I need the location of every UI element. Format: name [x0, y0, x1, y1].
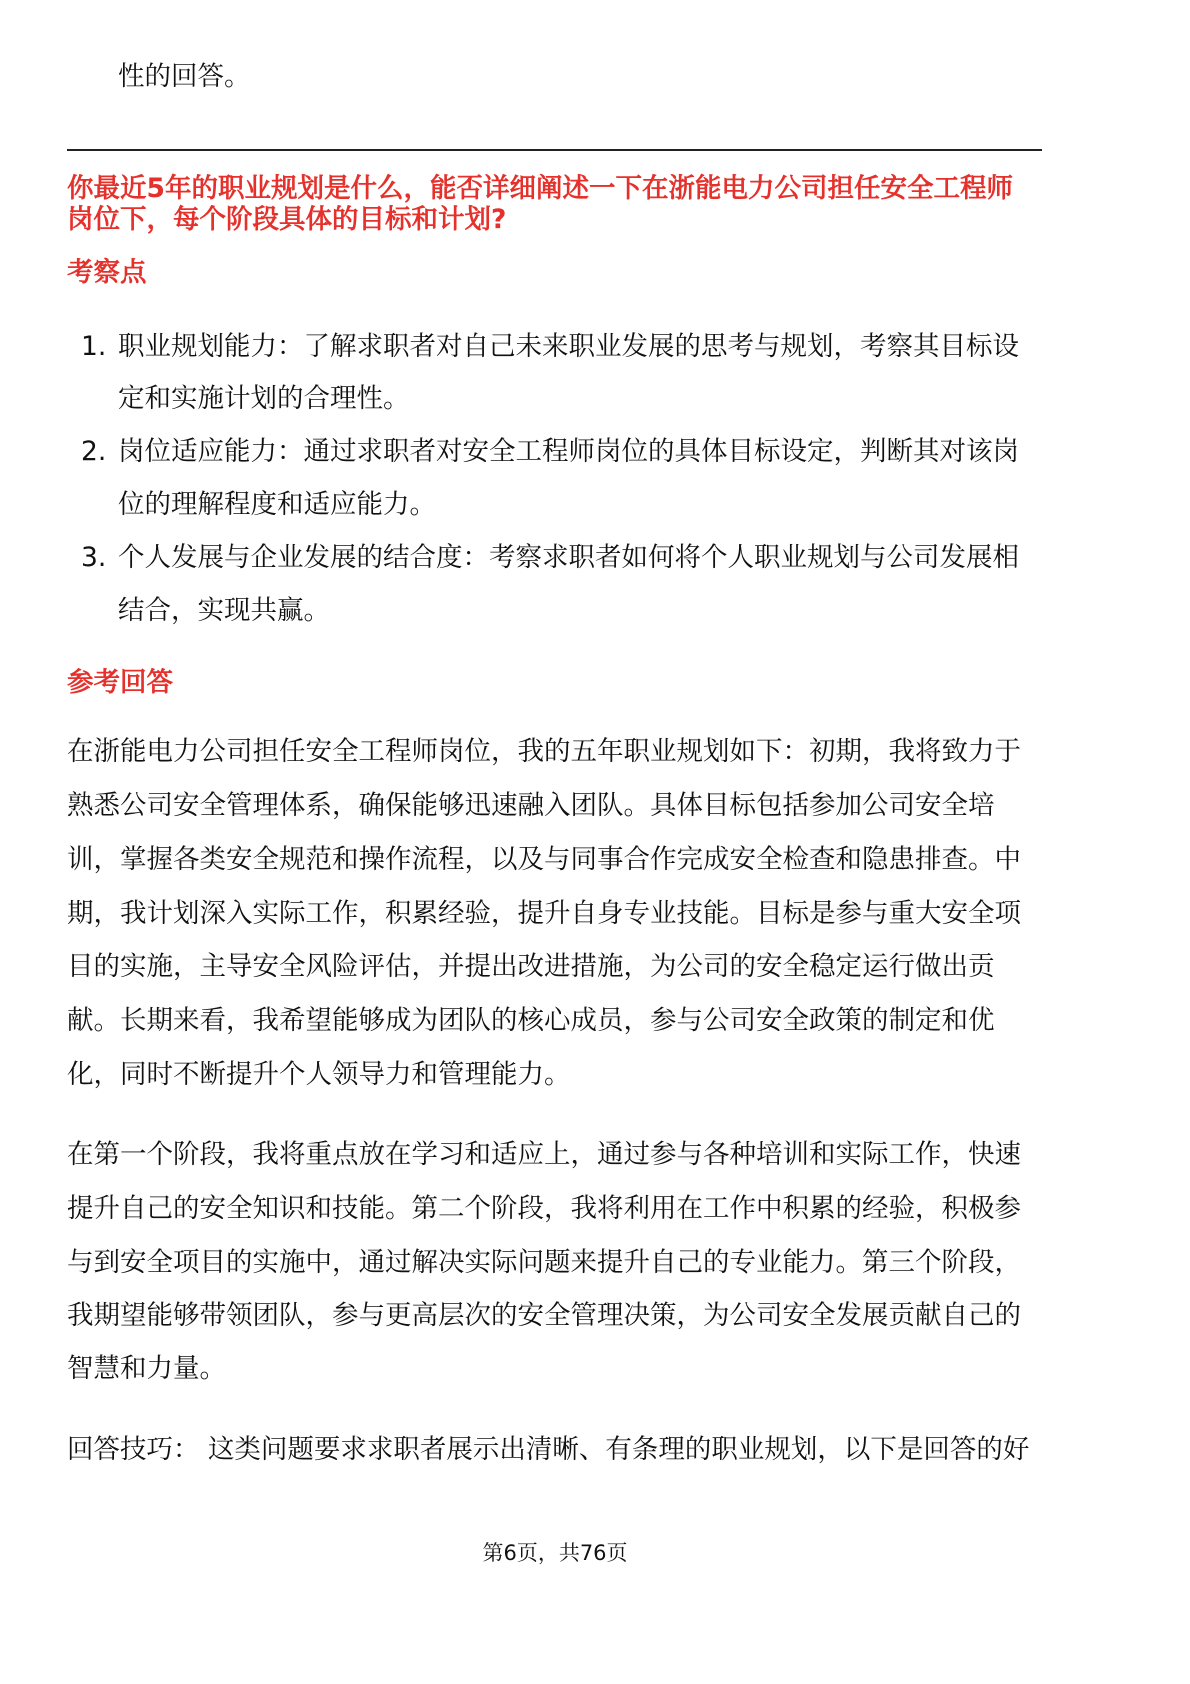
section-divider: [67, 149, 1042, 151]
criteria-item-text: 位的理解程度和适应能力。: [118, 489, 436, 520]
criteria-item-text: 个人发展与企业发展的结合度：考察求职者如何将个人职业规划与公司发展相: [118, 542, 1019, 573]
paragraph-line: 目的实施，主导安全风险评估，并提出改进措施，为公司的安全稳定运行做出贡: [67, 951, 995, 982]
criteria-item-text: 结合，实现共赢。: [118, 595, 330, 626]
paragraph-line: 我期望能够带领团队，参与更高层次的安全管理决策，为公司安全发展贡献自己的: [67, 1300, 1021, 1331]
criteria-item-text: 职业规划能力：了解求职者对自己未来职业发展的思考与规划，考察其目标设: [118, 331, 1019, 362]
criteria-item-number: 1.: [81, 331, 107, 362]
question-line: 岗位下，每个阶段具体的目标和计划?: [67, 204, 507, 235]
paragraph-line: 献。长期来看，我希望能够成为团队的核心成员，参与公司安全政策的制定和优: [67, 1005, 995, 1036]
paragraph-line: 期，我计划深入实际工作，积累经验，提升自身专业技能。目标是参与重大安全项: [67, 898, 1021, 929]
paragraph-line: 提升自己的安全知识和技能。第二个阶段，我将利用在工作中积累的经验，积极参: [67, 1193, 1021, 1224]
page-number-footer: 第6页，共76页: [482, 1541, 628, 1565]
paragraph-line: 熟悉公司安全管理体系，确保能够迅速融入团队。具体目标包括参加公司安全培: [67, 790, 995, 821]
answer-tips-line: 回答技巧： 这类问题要求求职者展示出清晰、有条理的职业规划，以下是回答的好: [67, 1434, 1030, 1465]
paragraph-line: 化，同时不断提升个人领导力和管理能力。: [67, 1059, 571, 1090]
criteria-item-number: 3.: [81, 542, 107, 573]
criteria-item-text: 定和实施计划的合理性。: [118, 383, 410, 414]
paragraph-line: 训，掌握各类安全规范和操作流程，以及与同事合作完成安全检查和隐患排查。中: [67, 844, 1021, 875]
criteria-item-text: 岗位适应能力：通过求职者对安全工程师岗位的具体目标设定，判断其对该岗: [118, 436, 1019, 467]
paragraph-line: 在浙能电力公司担任安全工程师岗位，我的五年职业规划如下：初期，我将致力于: [67, 736, 1021, 767]
paragraph-line: 与到安全项目的实施中，通过解决实际问题来提升自己的专业能力。第三个阶段，: [67, 1247, 1021, 1278]
criteria-item-number: 2.: [81, 436, 107, 467]
criteria-heading: 考察点: [67, 257, 147, 288]
reference-answer-heading: 参考回答: [67, 667, 173, 698]
paragraph-line: 智慧和力量。: [67, 1353, 226, 1384]
question-line: 你最近5年的职业规划是什么，能否详细阐述一下在浙能电力公司担任安全工程师: [67, 173, 1013, 204]
previous-answer-tail: 性的回答。: [118, 61, 251, 92]
paragraph-line: 在第一个阶段，我将重点放在学习和适应上，通过参与各种培训和实际工作，快速: [67, 1139, 1021, 1170]
